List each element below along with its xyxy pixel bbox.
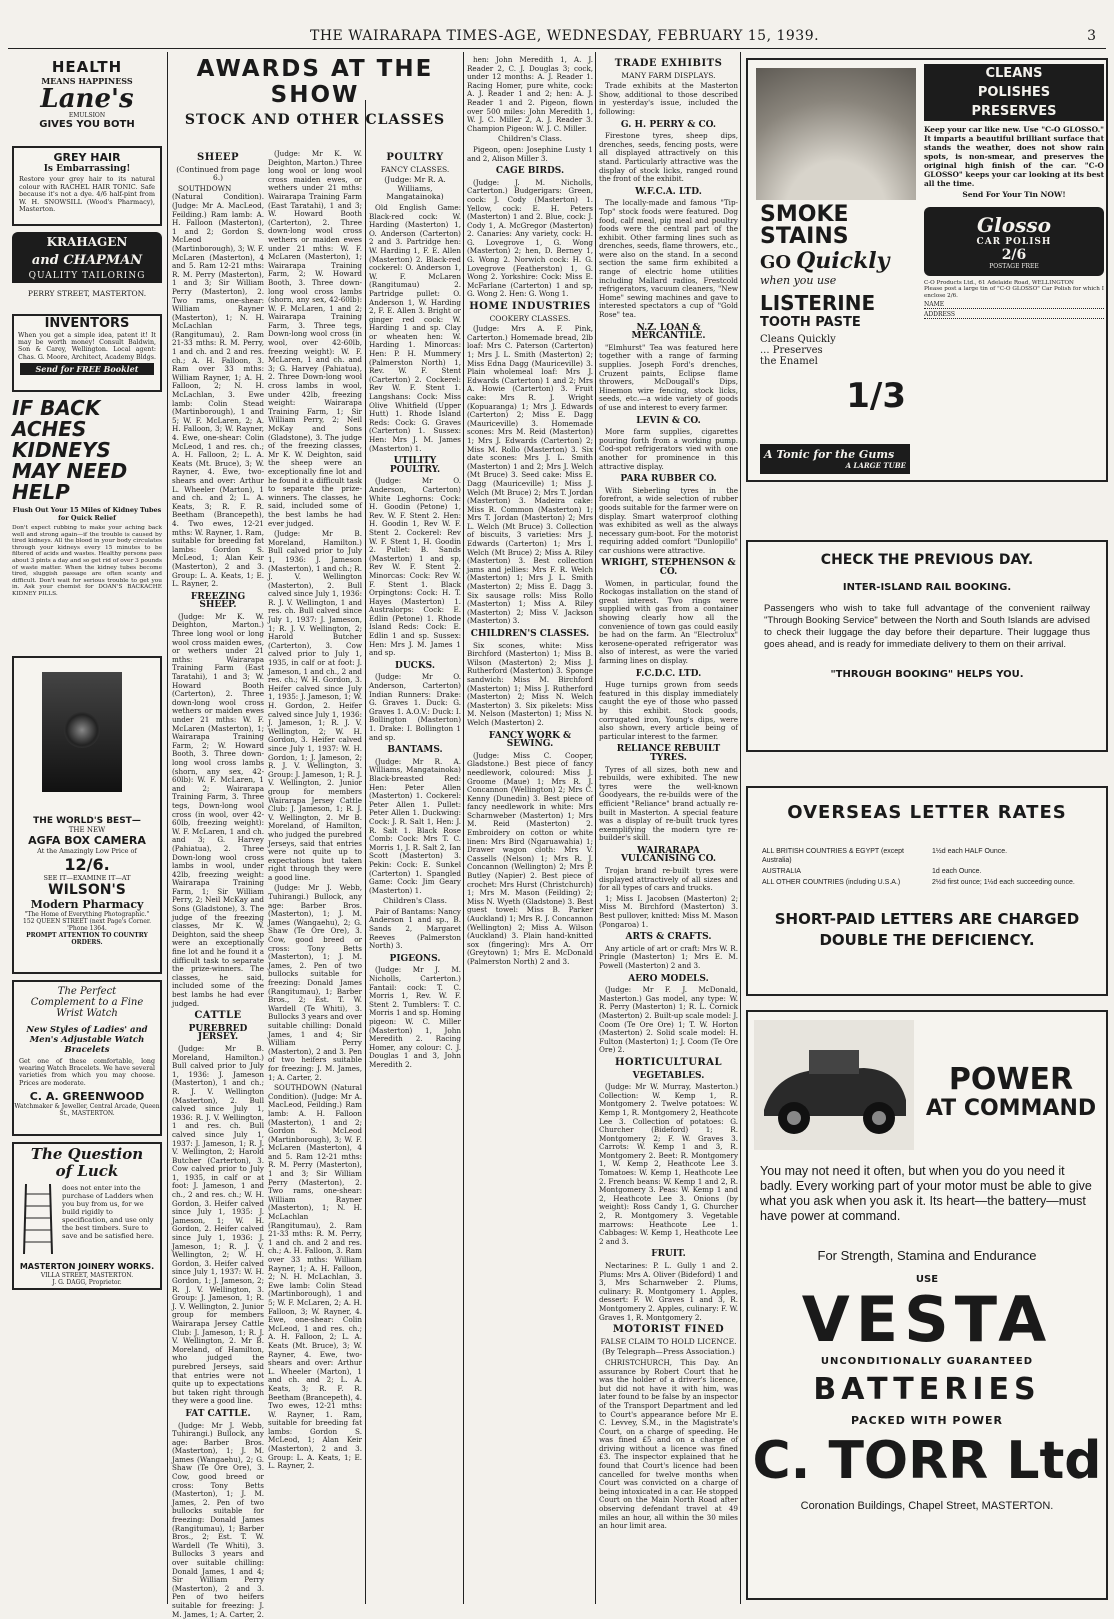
trade-text-6: Women, in particular, found the Rockogas installation on the stand of great interest. Two rings were supplied with gas from a container showing clearly how all the convenience of town gas could easily be had on the farm. An "Electrolux" kerosene-operated refrigerator was also of interest, as were the varied farming lines on display. [599, 580, 738, 666]
pigeon-cont-text: hen: John Meredith 1, A. J. Reader 2, C. J. Douglas 3; cock, under 12 months: A. J. Reader 1. Racing Homer, pure white, cock: A. J. Reader 1 and 2; hen: A. J. Reader 1 and 2. Pigeon, flown over 500 miles: John Meredith 1, W. J. C. Miller 2, A. J. Reader 3. Champion Pigeon: W. J. C. Miller. [467, 56, 593, 133]
glosso-postage: POSTAGE FREE [930, 263, 1098, 270]
listerine-l4: Quickly [796, 248, 889, 274]
grey-hair-body: Restore your grey hair to its natural colour with RACHEL HAIR TONIC. Safe because it's not a dye. 4/6 half-pint from W. H. SNOWSILL (Wood's Pharmacy), Masterton. [14, 174, 160, 216]
poultry-children-text: Pair of Bantams: Nancy Anderson 1 and sp., B. Sands 2, Margaret Reeves (Palmerston North) 3. [369, 908, 461, 951]
lanes-product: EMULSION [12, 112, 162, 119]
inventors-title: INVENTORS [14, 316, 160, 331]
watch-title: New Styles of Ladies' and Men's Adjustable Watch Bracelets [14, 1023, 160, 1057]
bantams-heading: BANTAMS. [369, 746, 461, 755]
fancy-work-text: (Judge: Miss C. Cooper, Gladstone.) Best piece of fancy needlework, coloured: Miss J. Groome (Maue) 1; Mrs R. J. Concannon (Wellington) 2; Mrs C. Kenny (Dunedin) 3. Best piece of fancy needlework in white: Mrs Scharnweber (Masterton) 1; Mrs M. Reid (Masterton) 2. Embroidery on cotton or white linen: Mrs Bird (Ngaruawahia) 1; Drawer wagon cloth: Mrs V. Cassells (Nelson) 1; Mrs R. J. Concannon (Wellington) 2; Mrs P. Butley (Napier) 2. Best piece of crochet: Mrs Hurst (Christchurch) 1; Mrs M. Mason (Feilding) 2; Miss N. Wyeth (Gladstone) 3. Best guest towel: Miss B. Parker (Auckland) 1; Mrs R. J. Concannon (Wellington) 2; Miss A. Wilson (Auckland) 3. Plain hand-knitted sox (fingering): Mrs A. Orr (Greytown) 1; Mrs E. McDonald (Palmerston North) 2 and 3. [467, 752, 593, 967]
arts-text: Any article of art or craft: Mrs W. R. Pringle (Masterton) 1; Mrs E. M. Powell (Masterton) 2 and 3. [599, 945, 738, 971]
box-camera-image [42, 672, 122, 792]
column-cattle-cont [268, 150, 362, 1600]
subhead-area [170, 112, 460, 136]
trade-text-9: Trojan brand re-built tyres were displayed attractively of all sizes and for all types of cars and trucks. [599, 867, 738, 893]
rate-row [762, 847, 1092, 865]
newspaper-title: THE WAIRARAPA TIMES-AGE, WEDNESDAY, FEBRUARY 15, 1939. [310, 28, 819, 44]
camera-slogan: "The Home of Everything Photographic." [14, 911, 160, 918]
fat-cattle-heading: FAT CATTLE. [172, 1410, 264, 1419]
poultry-judge: (Judge: Mr R. A. Williams, Mangatainoka) [369, 176, 461, 202]
pullover-text: 1; Miss I. Jacobsen (Masterton) 2; Miss M. Birchford (Masterton) 3. Best pullover, knitted: Miss M. Mason (Pongaroa) 1. [599, 895, 738, 929]
poultry-text: Old English Game: Black-red cock: W. Harding (Masterton) 1, O. Anderson (Carterton) 2 and 3. Partridge hen: W. Harding 1, F. E. Allen (Masterton) 2. Black-red cockerel: O. Anderson 1, W. F. McLaren (Rangitumau) 2. Partridge pullet: O. Anderson 1, W. Harding 2, F. E. Allen 3. Bright or ginger red cock: W. Harding 1 and sp. Clay or wheaten hen: W. Harding 1. Minorcas: Hen: P. H. Mummery (Palmerston North) 1, Rev. W. F. Stent (Carterton) 2. Cockerel: Rev W. F. Stent 1. Langshans: Cock: Miss Olive Whitfield (Upper Hutt) 1. Rhode Island Reds: Cock: G. Graves (Carterton) 1. Sussex: Hen: Mrs J. M. James (Masterton) 1. [369, 204, 461, 453]
column-rule [167, 52, 168, 1604]
childrens-classes-text: Six scones, white: Miss Birchford (Masterton) 1; Miss B. Wilson (Masterton) 2; Miss J. Rutherford (Masterton) 3. Sponge sandwich: Miss M. Birchford (Masterton) 1; Miss J. Rutherford (Masterton) 2; Miss N. Welch (Masterton) 3. Six pikelets: Miss M. Nelson (Masterton) 1; Miss N. Welch (Masterton) 2. [467, 642, 593, 728]
freezing-text: (Judge: Mr K. W. Deighton, Marton.) Three long wool or long wool cross maiden ewes, or wethers under 21 mths: Wairarapa Training Farm (East Taratahi), 1 and 3; W. Howard Booth (Carterton), 2. Three down-long wool cross wethers or maiden ewes under 21 mths: W. F. McLaren (Masterton), 1; Wairarapa Training Farm, 2; W. Howard Booth, 3. Three down-long wool cross lambs (shorn, any sex, 42-60lb): W. F. McLaren, 1 and 2; Wairarapa Training Farm, 3. Three tegs, Down-long wool cross (in wool, over 42-60lb, freezing weight): W. F. McLaren, 1 and ch. and 3; G. Harvey (Pahiatua), 2. Three Down-long wool cross lambs in wool, under 42lb, freezing weight: Wairarapa Training Farm, 1; Sir William Perry, 2; Neil McKay and Sons (Gladstone), 3. The judge of the freezing classes, Mr K. W. Deighton, said the sheep were an exceptionally fine lot and he found it a difficult task to separate the prize-winners. The classes, he said, included some of the best lambs he had ever judged. [172, 613, 264, 1008]
watch-script: The Perfect Complement to a Fine Wrist Watch [14, 982, 160, 1023]
vesta-brand: VESTA [748, 1288, 1106, 1352]
inventors-body: When you get a simple idea, patent it! It may be worth money! Consult Baldwin, Son & Carey, Wellington. Local agent: Chas. G. Moore, Architect, Academy Bldgs. [14, 331, 160, 362]
health-ad [12, 58, 162, 138]
health-line1: HEALTH [12, 58, 162, 76]
listerine-panel [756, 200, 916, 478]
ladders-addr: VILLA STREET, MASTERTON. [14, 1272, 160, 1279]
ladders-body: does not enter into the purchase of Ladders when you buy from us, for we build rigidly to specification, and use only the best timbers. Sure to save and be satisfied here. [62, 1184, 158, 1240]
column-poultry [369, 150, 461, 1600]
column-rule [740, 52, 741, 1604]
kidneys-sub: Flush Out Your 15 Miles of Kidney Tubes for Quick Relief [12, 506, 162, 522]
watch-addr: Watchmaker & Jeweller, Central Arcade, Queen St., MASTERTON. [14, 1103, 160, 1117]
page-number: 3 [1087, 28, 1096, 44]
camera-new: THE NEW [14, 826, 160, 834]
glosso-price: 2/6 [930, 247, 1098, 263]
camera-model: AGFA BOX CAMERA [14, 834, 160, 847]
listerine-size: A LARGE TUBE [846, 461, 906, 470]
poultry-heading: POULTRY [369, 154, 461, 163]
trade-intro: Trade exhibits at the Masterton Show, additional to those described in yesterday's issue, included the following: [599, 82, 738, 116]
fruit-heading: FRUIT. [599, 1250, 738, 1259]
vesta-packed: PACKED WITH POWER [748, 1414, 1106, 1427]
overseas-ad [746, 786, 1108, 996]
utility-text: (Judge: Mr O. Anderson, Carterton) White Leghorns: Cock: H. Goodin (Petone) 1, Rev. W. F. Stent 2. Hen: H. Goodin 1, Rev W. F. Stent 2. Cockerel: Rev W. F. Stent 1, H. Goodin 2. Pullet: B. Sands (Masterton) 1 and sp, Rev W. F. Stent 2. Minorcas: Cock: Rev W. F. Stent 1. Black Orpingtons: Cock: H. T. Hayes (Masterton) 1. Australorps: Cock: E. Edlin (Petone) 1. Rhode Island Reds: Cock: E. Edlin 1 and sp. Sussex: Hen: Mrs J. M. James 1 and sp. [369, 477, 461, 657]
trade-firm-3: N.Z. LOAN & MERCANTILE. [599, 324, 738, 341]
sheep-heading: SHEEP [172, 154, 264, 163]
tailoring-ad [12, 232, 162, 306]
vesta-use: USE [748, 1274, 1106, 1285]
kidneys-ad [12, 398, 162, 648]
vesta-guar: UNCONDITIONALLY GUARANTEED [748, 1356, 1106, 1367]
vesta-body: You may not need it often, but when you do you need it badly. Every working part of your motor must be able to give what you ask when you ask it. Its heart—the battery—must have power at command. [760, 1164, 1100, 1224]
masthead-rule [8, 48, 1106, 49]
tailoring-address: PERRY STREET, MASTERTON. [12, 289, 162, 298]
utility-heading: UTILITY POULTRY. [369, 457, 461, 474]
fat-cattle-text: (Judge: Mr J. Webb, Tuhirangi.) Bullock, any age: Barber Bros. (Masterton), 1; J. M. James (Wangaehu), 2; G. Shaw (Te Ore Ore), 3. Cow, good breed or cross: Tony Betts (Masterton), 1; J. M. James, 2. Pen of two bullocks suitable for freezing: Donald James (Rangitumau), 1; Barber Bros., 2; Est. T. W. Wardell (Te Whiti), 3. Bullocks 3 years and over suitable chilling: Donald James, 1 and 4; Sir William Perry (Masterton), 2 and 3. Pen of two heifers suitable for freezing: J. M. James, 1; A. Carter, 2. [172, 1422, 264, 1619]
banner-headline: AWARDS AT THE SHOW [170, 56, 460, 108]
rate-dest: AUSTRALIA [762, 867, 932, 876]
ladders-title: The Question of Luck [14, 1144, 160, 1182]
trade-firm-2: W.F.C.A. LTD. [599, 188, 738, 197]
sheep-cont: (Continued from page 6.) [172, 166, 264, 183]
sheep-text: SOUTHDOWN (Natural Condition). (Judge: Mr A. MacLeod, Feilding.) Ram lamb: A. H. Falloon (Masterton), 1 and 2; Gordon S. McLeod (Martinborough), 3; W. F. McLaren (Masterton), 4 and 5. Ram 12-21 mths: R. M. Perry (Masterton), 1 and 3; Sir William Perry (Masterton), 2. Two rams, one-shear: William Rayner (Masterton), 1; N. H. McLachlan (Rangitumau), 2. Ram 21-33 mths: R. M. Perry, 1 and ch. and 2 and res. ch.; A. H. Falloon, 3. Ram over 33 mths: William Rayner, 1; A. H. Falloon, 2; N. H. McLachlan, 3. Ewe lamb: Colin Stead (Martinborough), 1 and 5; W. F. McLaren, 2; A. H. Falloon, 3; W. Rayner, 4. Ewe, one-shear: Colin McLeod, 1 and res. ch.; A. H. Falloon, 2; L. A. Keats (Mt. Bruce), 3; W. Rayner, 4. Ewe, two-shears and over: Arthur L. Wheeler (Marton), 1 and ch. and 2; L. A. Keats, 3; R. F. R. Beetham (Brancepeth), 4. Two ewes, 12-21 mths: W. Rayner, 1. Ram, suitable for breeding fat lambs: Gordon S. McLeod, 1; Alan Keir (Masterton), 2 and 3. Group: L. A. Keats, 1; E. L. Rayner, 2. [172, 185, 264, 589]
column-sheep [172, 150, 264, 1600]
motorist-heading: MOTORIST FINED [599, 1326, 738, 1335]
vegetables-heading: VEGETABLES. [599, 1072, 738, 1081]
column-home [467, 56, 593, 1600]
check-head: CHECK THE PREVIOUS DAY. [748, 552, 1106, 568]
overseas-warn: SHORT-PAID LETTERS ARE CHARGED DOUBLE THE DEFICIENCY. [768, 909, 1086, 951]
glosso-brand: Glosso [930, 213, 1098, 237]
home-industries-heading: HOME INDUSTRIES [467, 303, 593, 312]
kidneys-headline: IF BACK ACHES KIDNEYS MAY NEED HELP [12, 398, 162, 503]
freezing-text-cont: (Judge: Mr K. W. Deighton, Marton.) Three long wool or long wool cross maiden ewes, or wethers under 21 mths: Wairarapa Training Farm (East Taratahi), 1 and 3; W. Howard Booth (Carterton), 2. Three down-long wool cross wethers or maiden ewes under 21 mths: W. F. McLaren (Masterton), 1; Wairarapa Training Farm, 2; W. Howard Booth, 3. Three down-long wool cross lambs (shorn, any sex, 42-60lb): W. F. McLaren, 1 and 2; Wairarapa Training Farm, 3. Three tegs, Down-long wool cross (in wool, over 42-60lb, freezing weight): W. F. McLaren, 1 and ch. and 3; G. Harvey (Pahiatua), 2. Three Down-long wool cross lambs in wool, under 42lb, freezing weight: Wairarapa Training Farm, 1; Sir William Perry, 2; Neil McKay and Sons (Gladstone), 3. The judge of the freezing classes, Mr K. W. Deighton, said the sheep were an exceptionally fine lot and he found it a difficult task to separate the prize-winners. The classes, he said, included some of the best lambs he had ever judged. [268, 150, 362, 528]
cage-birds-heading: CAGE BIRDS. [467, 167, 593, 176]
cage-birds-text: (Judge: J. M. Nicholls, Carterton.) Budgerigars: Green, cock: J. Cody (Masterton) 1. Yellow, cock: E. H. Peters (Masterton) 1 and 2. Blue, cock: J. Cody 1, A. McGregor (Masterton) 2. Canaries: Any variety, cock: H. G. Lovegrove 1, G. Wong (Masterton) 2; hen, D. Berney 1, G. Wong 2. Norwich cock: H. G. Lovegrove (Featherston) 1, G. Wong 2. Yorkshire: Cock: Miss E. McFarlane (Carterton) 1 and sp, G. Wong 2. Hen: G. Wong 1. [467, 179, 593, 299]
vesta-address: Coronation Buildings, Chapel Street, MASTERTON. [748, 1500, 1106, 1512]
camera-shop: WILSON'S [14, 882, 160, 898]
camera-see: SEE IT—EXAMINE IT—AT [14, 874, 160, 882]
glosso-ad [746, 58, 1108, 482]
motorist-sub: FALSE CLAIM TO HOLD LICENCE. [599, 1338, 738, 1347]
masthead [0, 0, 1114, 46]
vesta-ad [746, 1010, 1108, 1600]
listerine-l1: SMOKE [760, 204, 912, 226]
vesta-for: For Strength, Stamina and Endurance [748, 1248, 1106, 1263]
listerine-b2: ... Preserves [760, 345, 912, 356]
camera-ad [12, 656, 162, 974]
fancy-classes: FANCY CLASSES. [369, 166, 461, 175]
rate-dest: ALL OTHER COUNTRIES (including U.S.A.) [762, 878, 932, 887]
glosso-order: Please post a large tin of "C-O GLOSSO" Car Polish for which I enclose 2/6. [924, 286, 1104, 299]
inventors-cta: Send for FREE Booklet [20, 363, 154, 375]
trade-heading: TRADE EXHIBITS [599, 60, 738, 69]
vesta-head2: AT COMMAND [918, 1096, 1104, 1122]
grey-hair-subtitle: Is Embarrassing! [14, 164, 160, 174]
camera-at: At the Amazingly Low Price of [14, 847, 160, 855]
tailoring-name1: KRAHAGEN [12, 232, 162, 252]
glosso-cta: Send For Your Tin NOW! [924, 190, 1104, 199]
grey-hair-ad [12, 146, 162, 226]
pigeons-text: (Judge: Mr J. M. Nicholls, Carterton.) Fantail: cock: T. C. Morris 1, Rev. W. F. Stent 2. Tumblers: T. C. Morris 1 and sp. Homing pigeon: W. C. Miller (Masterton) 1, John Meredith 2. Racing Homer, any colour: C. J. Douglas 1 and 3, John Meredith 2. [369, 966, 461, 1069]
glosso-head2: POLISHES [924, 83, 1104, 102]
listerine-l3: GO [760, 252, 791, 273]
rate-value: 1d each Ounce. [932, 867, 1092, 876]
trade-text-7: Huge turnips grown from seeds featured in this display immediately caught the eye of those who passed by this exhibit. Stock goods, corrugated iron, Young's dips, were also shown, every article being of particular interest to the farmer. [599, 681, 738, 741]
cage-children-heading: Children's Class. [467, 135, 593, 144]
trade-firm-5: PARA RUBBER CO. [599, 475, 738, 484]
column-rule [463, 52, 464, 1604]
listerine-price: 1/3 [846, 376, 906, 416]
motorist-source: (By Telegraph—Press Association.) [599, 1348, 738, 1357]
aero-text: (Judge: Mr F. J. McDonald, Masterton.) Gas model, any type: W. R. Perry (Masterton) 1; R. L. Cornick (Masterton) 2. Built-up scale model: J. Coom (Te Ore Ore) 1; T. W. Horton (Masterton) 2. Solid scale model: H. Fulton (Masterton) 1; J. Coom (Te Ore Ore) 2. [599, 986, 738, 1055]
cattle-text-cont: (Judge: Mr B. Moreland, Hamilton.) Bull calved prior to July 1, 1936: J. Jameson (Masterton), 1 and ch.; R. J. V. Wellington (Masterton), 2. Bull calved since July 1, 1936: R. J. V. Wellington, 1 and res. ch. Bull calved since July 1, 1937: J. Jameson, 1; R. J. V. Wellington, 2; Harold Butcher (Carterton), 3. Cow calved prior to July 1, 1935, in calf or at foot: J. Jameson, 1 and ch., 2 and res. ch.; W. H. Gordon, 3. Heifer calved since July 1, 1935: J. Jameson, 1; W. H. Gordon, 2. Heifer calved since July 1, 1936: J. Jameson, 1; R. J. V. Wellington, 2; W. H. Gordon, 3. Heifer calved since July 1, 1937: W. H. Gordon, 1; J. Jameson, 2; R. J. V. Wellington, 3. Group: J. Jameson, 1; R. J. V. Wellington, 2. Junior group for members Wairarapa Jersey Cattle Club: J. Jameson, 1; R. J. V. Wellington, 2. Mr B. Moreland, of Hamilton, who judged the purebred Jerseys, said that entries were not quite up to expectations but taken right through they were a good line. [268, 530, 362, 882]
tailoring-name2: and CHAPMAN [12, 252, 162, 269]
pigeons-heading: PIGEONS. [369, 955, 461, 964]
trade-text-3: "Elmhurst" Tea was featured here together with a range of farming supplies. Joseph Ford's drenches, Cruzent paints, Eclipse flame throwers, McDougall's Dips, Hinemon wire fencing, stock licks, seeds, etc.—a wide variety of goods of use and interest to every farmer. [599, 344, 738, 413]
watch-ad [12, 980, 162, 1136]
trade-sub: MANY FARM DISPLAYS. [599, 72, 738, 81]
column-trade [599, 56, 738, 1600]
glosso-company: C-O Products Ltd., 61 Adelaide Road, WELLINGTON [924, 280, 1104, 286]
fat-cattle-text-cont: (Judge: Mr J. Webb, Tuhirangi.) Bullock, any age: Barber Bros. (Masterton), 1; J. M. James (Wangaehu), 2; G. Shaw (Te Ore Ore), 3. Cow, good breed or cross: Tony Betts (Masterton), 1; J. M. James, 2. Pen of two bullocks suitable for freezing: Donald James (Rangitumau), 1; Barber Bros., 2; Est. T. W. Wardell (Te Whiti), 3. Bullocks 3 years and over suitable chilling: Donald James, 1 and 4; Sir William Perry (Masterton), 2 and 3. Pen of two heifers suitable for freezing: J. M. James, 1; A. Carter, 2. [268, 884, 362, 1082]
childrens-classes-heading: CHILDREN'S CLASSES. [467, 630, 593, 639]
trade-text-1: Firestone tyres, sheep dips, drenches, seeds, fencing posts, were all displayed attractively on this stand. Particularly attractive was the display of stock licks, ranged round the front of the exhibit. [599, 132, 738, 184]
horticultural-heading: HORTICULTURAL [599, 1059, 738, 1068]
camera-head: THE WORLD'S BEST— [14, 816, 160, 826]
ladders-name: MASTERTON JOINERY WORKS. [14, 1262, 160, 1271]
trade-text-2: The locally-made and famous "Tip-Top" stock foods were featured. Dog food, calf meal, pig meal and poultry foods were the central part of the exhibit. Other farming lines such as drenches, seeds, flame throwers, etc., were also on the stand. In a second section the same firm exhibited a range of electric home utilities including Mallard radios, Frestcold refrigerators, vacuum cleaners, "New Home" sewing machines and gave to interested spectators a cup of "Gold Rose" tea. [599, 199, 738, 319]
camera-shop2: Modern Pharmacy [14, 898, 160, 911]
listerine-tonic: A Tonic for the Gums [764, 448, 894, 461]
freezing-heading: FREEZING SHEEP. [172, 593, 264, 610]
banner-area [170, 56, 460, 100]
cattle-text: (Judge: Mr B. Moreland, Hamilton.) Bull calved prior to July 1, 1936: J. Jameson (Masterton), 1 and ch.; R. J. V. Wellington (Masterton), 2. Bull calved since July 1, 1936: R. J. V. Wellington, 1 and res. ch. Bull calved since July 1, 1937: J. Jameson, 1; R. J. V. Wellington, 2; Harold Butcher (Carterton), 3. Cow calved prior to July 1, 1935, in calf or at foot: J. Jameson, 1 and ch., 2 and res. ch.; W. H. Gordon, 3. Heifer calved since July 1, 1935: J. Jameson, 1; W. H. Gordon, 2. Heifer calved since July 1, 1936: J. Jameson, 1; R. J. V. Wellington, 2; W. H. Gordon, 3. Heifer calved since July 1, 1937: W. H. Gordon, 1; J. Jameson, 2; R. J. V. Wellington, 3. Group: J. Jameson, 1; R. J. V. Wellington, 2. Junior group for members Wairarapa Jersey Cattle Club: J. Jameson, 1; R. J. V. Wellington, 2. Mr B. Moreland, of Hamilton, who judged the purebred Jerseys, said that entries were not quite up to expectations but taken right through they were a good line. [172, 1045, 264, 1406]
listerine-l5: when you use [760, 274, 912, 287]
rate-row [762, 878, 1092, 887]
glosso-name-field: NAME [924, 301, 1104, 309]
cattle-heading: CATTLE [172, 1012, 264, 1021]
trade-firm-4: LEVIN & CO. [599, 417, 738, 426]
stock-subhead: STOCK AND OTHER CLASSES [170, 112, 460, 128]
trade-text-5: With Sieberling tyres in the forefront, a wide selection of rubber goods suitable for the farmer were on display. Smart waterproof clothing was exhibited as well as the always necessary gum-boot. For the motorist requiring added comfort "Dunlopillo" car cushions were attractive. [599, 487, 738, 556]
glosso-head1: CLEANS [924, 64, 1104, 83]
tailoring-tag: QUALITY TAILORING [12, 269, 162, 283]
purebred-heading: PUREBRED JERSEY. [172, 1025, 264, 1042]
kidneys-body: Don't expect rubbing to make your aching back well and strong again—if the trouble is caused by tired kidneys. All the blood in your body circulates through your kidneys every 15 minutes to be filtered of acids and wastes. Healthy persons pass about 3 pints a day and so get rid of over 3 pounds of waste matter. When the kidney tubes become tired, sluggish passage are often scanty and difficult. Don't wait for serious trouble to get you in. Ask your chemist for DOAN'S BACKACHE KIDNEY PILLS. [12, 525, 162, 598]
health-tag: GIVES YOU BOTH [12, 119, 162, 130]
ducks-text: (Judge: Mr O. Anderson, Carterton) Indian Runners: Drake: G. Graves 1. Duck: G. Graves 1. A.O.V.: Duck: I. Bollington (Masterton) 1. Drake: I. Bollington 1 and sp. [369, 673, 461, 742]
ladders-ad [12, 1142, 162, 1290]
vesta-head1: POWER [918, 1064, 1104, 1096]
trade-firm-6: WRIGHT, STEPHENSON & CO. [599, 559, 738, 576]
glosso-body: Keep your car like new. Use "C-O GLOSSO." It imparts a beautiful brilliant surface that stands the weather, does not show rain spots, is non-smear, and preserves the original high finish of the car. "C-O GLOSSO" keeps your car looking at its best all the time. [924, 125, 1104, 188]
poultry-children-heading: Children's Class. [369, 897, 461, 906]
listerine-product: TOOTH PASTE [760, 315, 912, 330]
trade-firm-1: G. H. PERRY & CO. [599, 121, 738, 130]
check-sub: INTER-ISLAND RAIL BOOKING. [748, 582, 1106, 593]
camera-prompt: PROMPT ATTENTION TO COUNTRY ORDERS. [14, 932, 160, 946]
ladder-icon [20, 1184, 56, 1254]
rate-value: 2½d first ounce; 1½d each succeeding ounce. [932, 878, 1092, 887]
cookery-heading: COOKERY CLASSES. [467, 315, 593, 324]
vegetables-text: (Judge: Mr W. Murray, Masterton.) Collection: W. Kemp 1, R. Montgomery 2. Twelve potatoes: W. Kemp 1, R. Montgomery 2, Heathcote Lee 3. Collection of potatoes: G. Churcher (Bideford) 1; R. Montgomery 2; F. W. Graves 3. Carrots: W. Kemp 1 and 3, R. Montgomery 2. Beet: R. Montgomery 1, W. Kemp 2, Heathcote Lee 3. Tomatoes: W. Kemp 1, Heathcote Lee 2. French beans: W. Kemp 1 and 2, R. Montgomery 3. Peas: W. Kemp 1 and 2, Heathcote Lee 3. Onions (by weight): Ross Candy 1, G. Churcher 2, R. Montgomery 3. Vegetable marrows: Heathcote Lee 1. Cabbages: W. Kemp 1, Heathcote Lee 2 and 3. [599, 1083, 738, 1246]
column-rule [595, 52, 596, 1604]
glosso-address-field: ADDRESS [924, 311, 1104, 319]
vintage-car-image [754, 1020, 914, 1150]
glosso-label: CAR POLISH [930, 237, 1098, 247]
lanes-brand: Lane's [12, 86, 162, 112]
check-body: Passengers who wish to take full advantage of the convenient railway "Through Booking Service" between the North and South Islands are advised to check their luggage the day before their departure. Their luggage thus goes ahead, and is ready for immediate delivery to them on their arrival. [748, 593, 1106, 661]
bantams-text: (Judge: Mr R. A. Williams, Mangatainoka) Black-breasted Red: Hen: Peter Allen (Masterton) 1. Cockerel: Peter Allen 1. Pullet: Peter Allen 1. Duckwing: Cock: J. R. Salt 1, Hen: J. R. Salt 1. Black Rose Comb: Cock: Mrs T. C. Morris 1, J. R. Salt 2, Ian Scott (Masterton) 3. Pekin: Cock: E. Sunkel (Carterton) 1. Spangled Game: Cock: Jim Geary (Masterton) 1. [369, 758, 461, 896]
check-ad [746, 540, 1108, 752]
column-rule [365, 100, 366, 1604]
overseas-rates-table [762, 847, 1092, 887]
inventors-ad [12, 314, 162, 392]
glosso-head3: PRESERVES [924, 102, 1104, 121]
vesta-torr: C. TORR Ltd [748, 1432, 1106, 1490]
sheep-text-cont: SOUTHDOWN (Natural Condition). (Judge: Mr A. MacLeod, Feilding.) Ram lamb: A. H. Falloon (Masterton), 1 and 2; Gordon S. McLeod (Martinborough), 3; W. F. McLaren (Masterton), 4 and 5. Ram 12-21 mths: R. M. Perry (Masterton), 1 and 3; Sir William Perry (Masterton), 2. Two rams, one-shear: William Rayner (Masterton), 1; N. H. McLachlan (Rangitumau), 2. Ram 21-33 mths: R. M. Perry, 1 and ch. and 2 and res. ch.; A. H. Falloon, 3. Ram over 33 mths: William Rayner, 1; A. H. Falloon, 2; N. H. McLachlan, 3. Ewe lamb: Colin Stead (Martinborough), 1 and 5; W. F. McLaren, 2; A. H. Falloon, 3; W. Rayner, 4. Ewe, one-shear: Colin McLeod, 1 and res. ch.; A. H. Falloon, 2; L. A. Keats (Mt. Bruce), 3; W. Rayner, 4. Ewe, two-shears and over: Arthur L. Wheeler (Marton), 1 and ch. and 2; L. A. Keats, 3; R. F. R. Beetham (Brancepeth), 4. Two ewes, 12-21 mths: W. Rayner, 1. Ram, suitable for breeding fat lambs: Gordon S. McLeod, 1; Alan Keir (Masterton), 2 and 3. Group: L. A. Keats, 1; E. L. Rayner, 2. [268, 1084, 362, 1471]
fruit-text: Nectarines: P. L. Gully 1 and 2. Plums: Mrs A. Oliver (Bideford) 1 and 3, Mrs Scharnweber 2. Plums, culinary: R. Montgomery 1. Apples, dessert: F. W. Graves 1 and 3, R. Montgomery 2. Apples, culinary: F. W. Graves 1, R. Montgomery 2. [599, 1262, 738, 1322]
trade-firm-8: RELIANCE REBUILT TYRES. [599, 745, 738, 762]
watch-body: Get one of these comfortable, long wearing Watch Bracelets. We have several varieties from which you may choose. Prices are moderate. [14, 1057, 160, 1088]
rate-dest: ALL BRITISH COUNTRIES & EGYPT (except Australia) [762, 847, 932, 865]
cage-children-text: Pigeon, open: Josephine Lusty 1 and 2, Alison Miller 3. [467, 146, 593, 163]
listerine-b3: the Enamel [760, 356, 912, 367]
health-line2: MEANS HAPPINESS [12, 76, 162, 86]
trade-firm-7: F.C.D.C. LTD. [599, 670, 738, 679]
cookery-text: (Judge: Mrs A. F. Pink, Carterton.) Homemade bread, 2lb loaf: Mrs C. Paterson (Carterton) 1; Mrs J. L. Smith (Masterton) 2; Miss Edna Dagg (Mauriceville) 3. Plain wholemeal loaf: Mrs J. Edwards (Carterton) 1 and 2; Mrs A. Howie (Carterton) 3. Fruit cake: Mrs R. J. Wright (Kopuaranga) 1; Mrs J. Edwards (Carterton) 2; Miss E. Dagg (Mauriceville) 3. Homemade scones: Mrs M. Reid (Masterton) 1; Mrs J. Edwards (Carterton) 2; Miss M. Rollo (Masterton) 3. Six date scones: Mrs J. L. Smith (Masterton) 1 and 2; Mrs J. Welch (Mt Bruce) 3. Seed cake: Miss E. Dagg (Mauriceville) 1; Miss J. Welch (Mt Bruce) 2; Mrs T. Jordan (Masterton) 3. Madeira cake: Miss R. Common (Masterton) 1; Mrs T. Jordan (Masterton) 2; Mrs L. Welch (Mt Bruce) 3. Collection of biscuits, 3 varieties: Mrs J. Edwards (Carterton) 1; Mrs I. Welch (Mt Bruce) 2; Miss A. Riley (Masterton) 3. Best collection jams and jellies: Mrs F. R. Welch (Masterton) 1; Mrs J. L. Smith (Masterton) 2; Miss E. Dagg 3. Six sausage rolls: Miss Rollo (Masterton) 1; Miss A. Riley (Masterton) 2; Miss V. Jackson (Masterton) 3. [467, 325, 593, 626]
trade-firm-9: WAIRARAPA VULCANISING CO. [599, 847, 738, 864]
overseas-head: OVERSEAS LETTER RATES [748, 802, 1106, 823]
camera-price: 12/6. [14, 855, 160, 874]
motorist-text: CHRISTCHURCH, This Day. An assurance by Robert Court that he was the holder of a driver's licence, but did not have it with him, was later found to be false by an inspector of the Transport Department and led to Court's appearance before Mr E. C. Levvey, S.M., in the Magistrate's Court, on a charge of speeding. He was fined £5 and on a charge of driving without a licence was fined £3. The inspector explained that he found that Court's licence had been cancelled for twelve months when Court was convicted on a charge of being intoxicated in a car. He stopped Court on the Main North Road after observing defendant travel at 49 miles an hour, all within the 30 miles an hour limit area. [599, 1359, 738, 1531]
rate-row [762, 867, 1092, 876]
vesta-batt: BATTERIES [748, 1372, 1106, 1407]
grey-hair-title: GREY HAIR [14, 151, 160, 164]
ducks-heading: DUCKS. [369, 662, 461, 671]
trade-text-8: Tyres of all sizes, both new and rebuilds, were exhibited. The new tyres were the well-known Goodyears, the re-builds were of the efficient "Reliance" brand actually re-built in Masterton. A special feature was a display of re-built truck tyres exemplifying the modern tyre re-builder's skill. [599, 766, 738, 843]
ladders-prop: J. G. DAGG, Proprietor. [14, 1279, 160, 1286]
aero-heading: AERO MODELS. [599, 975, 738, 984]
check-tag: "THROUGH BOOKING" HELPS YOU. [748, 669, 1106, 680]
fancy-work-heading: FANCY WORK & SEWING. [467, 732, 593, 749]
listerine-b1: Cleans Quickly [760, 334, 912, 345]
rate-value: 1½d each HALF Ounce. [932, 847, 1092, 865]
watch-name: C. A. GREENWOOD [14, 1090, 160, 1103]
listerine-l2: STAINS [760, 226, 912, 248]
arts-heading: ARTS & CRAFTS. [599, 933, 738, 942]
camera-address: 152 QUEEN STREET (next Page's Corner. 'Phone 1364. [14, 918, 160, 932]
listerine-brand: LISTERINE [760, 291, 912, 315]
trade-text-4: More farm supplies, cigarettes pouring forth from a working pump. Cod-spot refrigerators vied with one another for prominence in this attractive display. [599, 428, 738, 471]
